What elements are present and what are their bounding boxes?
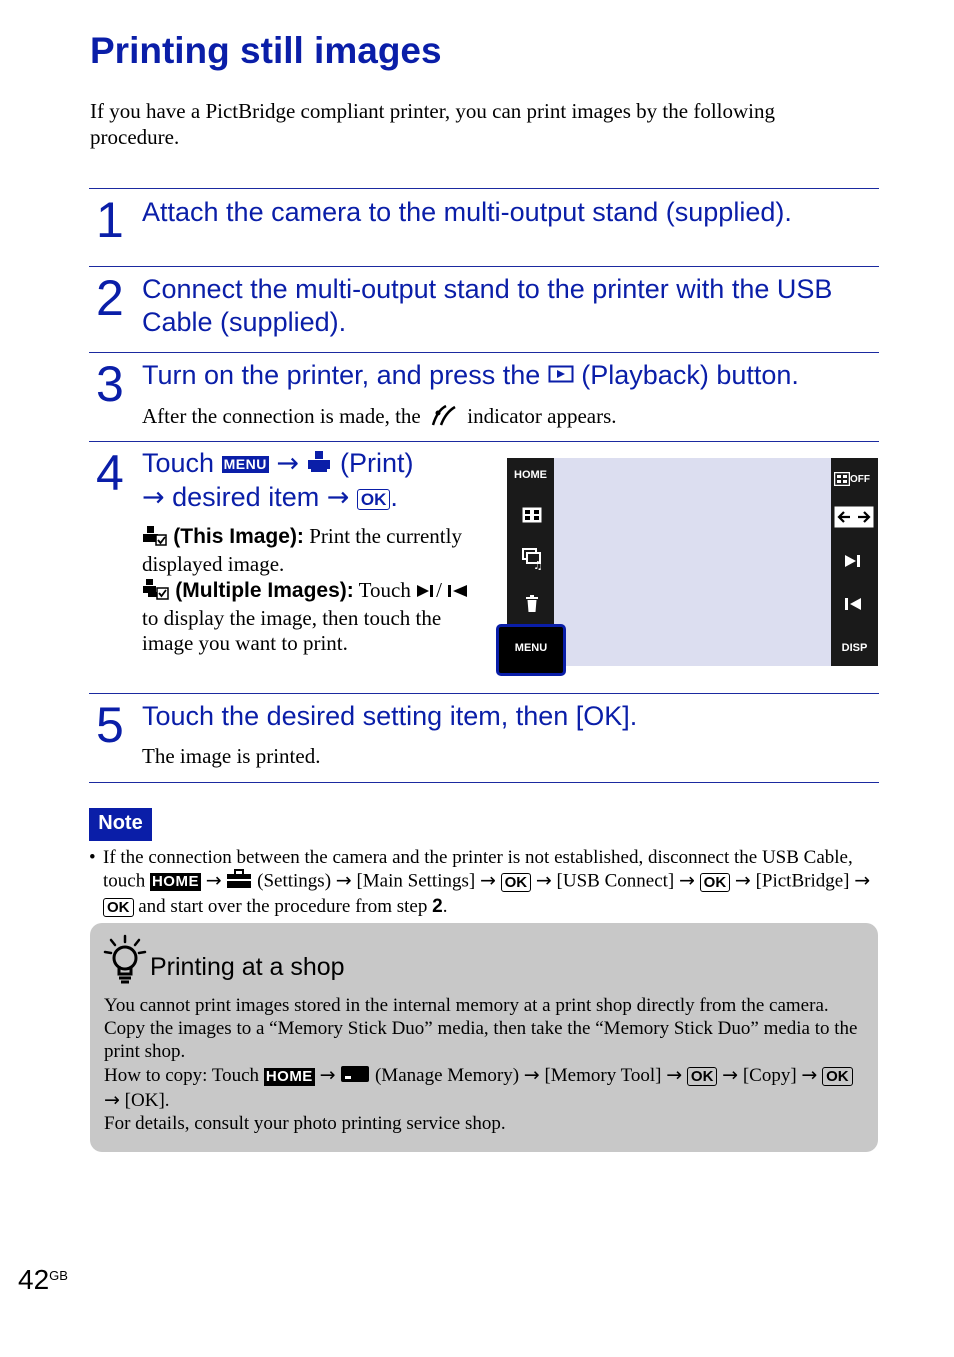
arrow-icon: → xyxy=(734,869,751,892)
multiple-images-icon xyxy=(142,578,170,606)
arrow-icon: → xyxy=(479,869,496,892)
ok-glyph: OK xyxy=(822,1067,853,1086)
ok-glyph: OK xyxy=(501,873,532,892)
print-icon xyxy=(306,448,332,481)
previous-image-icon xyxy=(844,597,862,616)
home-glyph: HOME xyxy=(265,1067,313,1085)
hint-lightbulb-icon xyxy=(103,934,151,993)
multiple-images-text: to display the image, then touch the image you want to print. xyxy=(142,606,442,656)
step-heading xyxy=(142,447,487,514)
page-number xyxy=(18,1264,68,1296)
note-text-part: If the connection between the camera and the printer is not established, disconnect the USB Cable, touch xyxy=(103,847,853,892)
tip-paragraph xyxy=(104,1064,864,1112)
tip-paragraph: For details, consult your photo printing service shop. xyxy=(104,1112,506,1134)
step-divider xyxy=(89,782,879,783)
note-text-part: (Settings) xyxy=(257,870,332,892)
note-text-part: [USB Connect] xyxy=(556,870,675,892)
this-image-label: (This Image): xyxy=(173,525,304,548)
step-body-text: After the connection is made, the xyxy=(142,403,421,428)
page-suffix: GB xyxy=(49,1268,68,1283)
arrow-icon: → xyxy=(326,482,350,514)
memory-card-icon xyxy=(340,1065,370,1089)
arrow-icon: → xyxy=(722,1064,739,1086)
step-heading xyxy=(142,359,872,393)
disp-button-label: DISP xyxy=(841,642,868,654)
note-text-part: and start over the procedure from step xyxy=(138,896,428,917)
multiple-images-label: (Multiple Images): xyxy=(175,579,354,603)
page-number-value: 42 xyxy=(18,1264,50,1295)
off-label: OFF xyxy=(850,473,870,485)
svg-text:♫: ♫ xyxy=(533,559,543,570)
this-image-icon xyxy=(142,524,168,552)
ok-glyph: OK xyxy=(687,1067,718,1086)
step-body xyxy=(142,403,617,433)
step-heading-text: (Print) xyxy=(339,448,414,478)
rotate-icon xyxy=(834,506,874,533)
note-text-part: [Main Settings] xyxy=(356,870,476,892)
step-heading-text: desired item xyxy=(172,482,320,513)
step-heading: Connect the multi-output stand to the printer with the USB Cable (supplied). xyxy=(142,274,833,337)
playback-icon xyxy=(548,360,574,393)
ok-glyph: OK xyxy=(357,489,391,510)
tip-paragraph: You cannot print images stored in the internal memory at a print shop directly from the camera. Copy the images to a “Memory Stick Duo” media, then take the “Memory Stick Duo” media to the print shop. xyxy=(104,995,858,1062)
menu-button-label: MENU xyxy=(514,642,548,654)
page-title: Printing still images xyxy=(90,30,442,71)
step-body: The image is printed. xyxy=(142,744,321,768)
arrow-icon: → xyxy=(335,869,352,892)
step-number: 3 xyxy=(96,356,124,412)
step-number: 1 xyxy=(96,192,124,248)
step-divider xyxy=(89,266,879,267)
tip-title: Printing at a shop xyxy=(150,953,345,981)
home-button-label: HOME xyxy=(514,469,547,481)
step-number: 5 xyxy=(96,697,124,753)
menu-glyph: MENU xyxy=(223,456,267,473)
step-heading-text: (Playback) button. xyxy=(581,360,799,390)
step-number: 4 xyxy=(96,445,124,501)
arrow-icon: → xyxy=(142,482,165,514)
settings-icon xyxy=(226,869,252,895)
step-divider xyxy=(89,188,879,189)
arrow-icon: → xyxy=(104,1088,120,1111)
ok-glyph: OK xyxy=(103,898,134,917)
this-image-text: Print the currently displayed image. xyxy=(142,524,462,577)
step-heading: Attach the camera to the multi-output stand (supplied). xyxy=(142,197,792,227)
arrow-icon: → xyxy=(678,869,695,892)
step-heading: Touch the desired setting item, then [OK]. xyxy=(142,701,638,731)
next-icon xyxy=(416,580,436,605)
index-icon xyxy=(522,507,542,528)
arrow-icon: → xyxy=(319,1064,336,1086)
step-body-text: indicator appears. xyxy=(467,403,617,428)
slash: / xyxy=(436,578,442,603)
arrow-icon: → xyxy=(535,869,552,892)
previous-icon xyxy=(447,580,469,605)
intro-paragraph: If you have a PictBridge compliant printer, you can print images by the following procedure. xyxy=(90,99,775,149)
screen-right-bar xyxy=(831,458,878,666)
step-heading-text: Turn on the printer, and press the xyxy=(142,360,541,390)
pictbridge-indicator-icon xyxy=(430,403,458,433)
menu-button-highlight[interactable] xyxy=(496,624,566,676)
tip-text-part: How to copy: Touch xyxy=(104,1065,260,1086)
tip-body xyxy=(104,994,864,1135)
home-glyph: HOME xyxy=(151,873,199,890)
tip-text-part: [OK]. xyxy=(124,1089,170,1111)
next-image-icon xyxy=(844,554,862,573)
step-divider xyxy=(89,693,879,694)
step-divider xyxy=(89,441,879,442)
step-body xyxy=(142,524,477,656)
tip-text-part: [Copy] xyxy=(742,1065,797,1086)
period: . xyxy=(390,482,398,513)
note-text-part: [PictBridge] xyxy=(755,870,850,892)
arrow-icon: → xyxy=(854,869,871,892)
period: . xyxy=(442,896,448,917)
bullet: • xyxy=(89,847,96,868)
arrow-icon: → xyxy=(205,869,222,892)
multiple-images-text: Touch xyxy=(358,578,411,603)
arrow-icon: → xyxy=(523,1064,540,1086)
display-off-icon xyxy=(834,470,870,488)
ok-glyph: OK xyxy=(700,873,731,892)
step-number: 2 xyxy=(96,270,124,326)
delete-icon xyxy=(525,595,539,618)
arrow-icon: → xyxy=(666,1064,683,1086)
slideshow-icon xyxy=(522,548,544,575)
tip-text-part: [Memory Tool] xyxy=(544,1065,662,1086)
note-text xyxy=(89,846,879,918)
step-heading-text: Touch xyxy=(142,448,215,478)
arrow-icon: → xyxy=(801,1064,818,1086)
screen-display-area xyxy=(554,458,831,666)
tip-text-part: (Manage Memory) xyxy=(374,1065,520,1086)
step-reference: 2 xyxy=(432,896,443,917)
note-label: Note xyxy=(89,808,152,841)
step-divider xyxy=(89,352,879,353)
arrow-icon: → xyxy=(276,448,299,479)
